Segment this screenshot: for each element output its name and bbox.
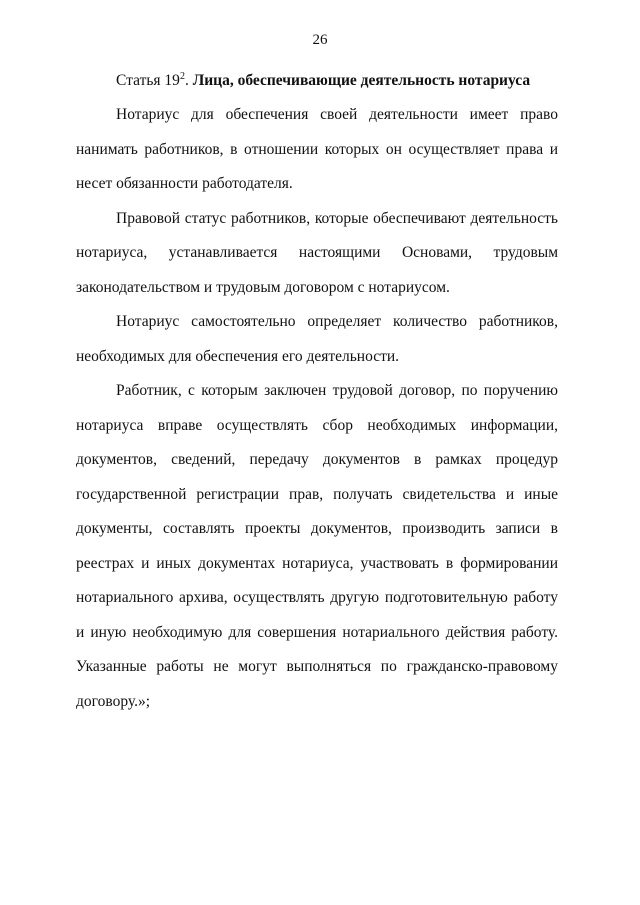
page-number: 26 — [312, 32, 328, 48]
paragraph-4: Работник, с которым заключен трудовой договор, по поручению нотариуса вправе осуществлять сбор необходимых информации, документов, сведений, передачу документов в рамках процедур государственной регистрации прав, получать свидетельства и иные документы, составлять проекты документов, производить записи в реестрах и иных документах нотариуса, участвовать в формировании нотариального архива, осуществлять другую подготовительную работу и иную необходимую для совершения нотариального действия работу. Указанные работы не могут выполняться по гражданско-правовому договору.»; — [76, 382, 558, 710]
paragraph-2: Правовой статус работников, которые обеспечивают деятельность нотариуса, устанавливается настоящими Основами, трудовым законодательством и трудовым договором с нотариусом. — [76, 209, 558, 296]
article-title: Лица, обеспечивающие деятельность нотариуса — [192, 72, 531, 89]
article-heading-separator: . — [184, 72, 193, 89]
article-number-prefix: Статья 19 — [116, 72, 180, 89]
article-heading — [76, 64, 558, 98]
paragraph-1: Нотариус для обеспечения своей деятельности имеет право нанимать работников, в отношении которых он осуществляет права и несет обязанности работодателя. — [76, 106, 558, 192]
paragraph-3: Нотариус самостоятельно определяет количество работников, необходимых для обеспечения его деятельности. — [76, 313, 558, 365]
article-number-superscript: 2 — [179, 70, 185, 82]
